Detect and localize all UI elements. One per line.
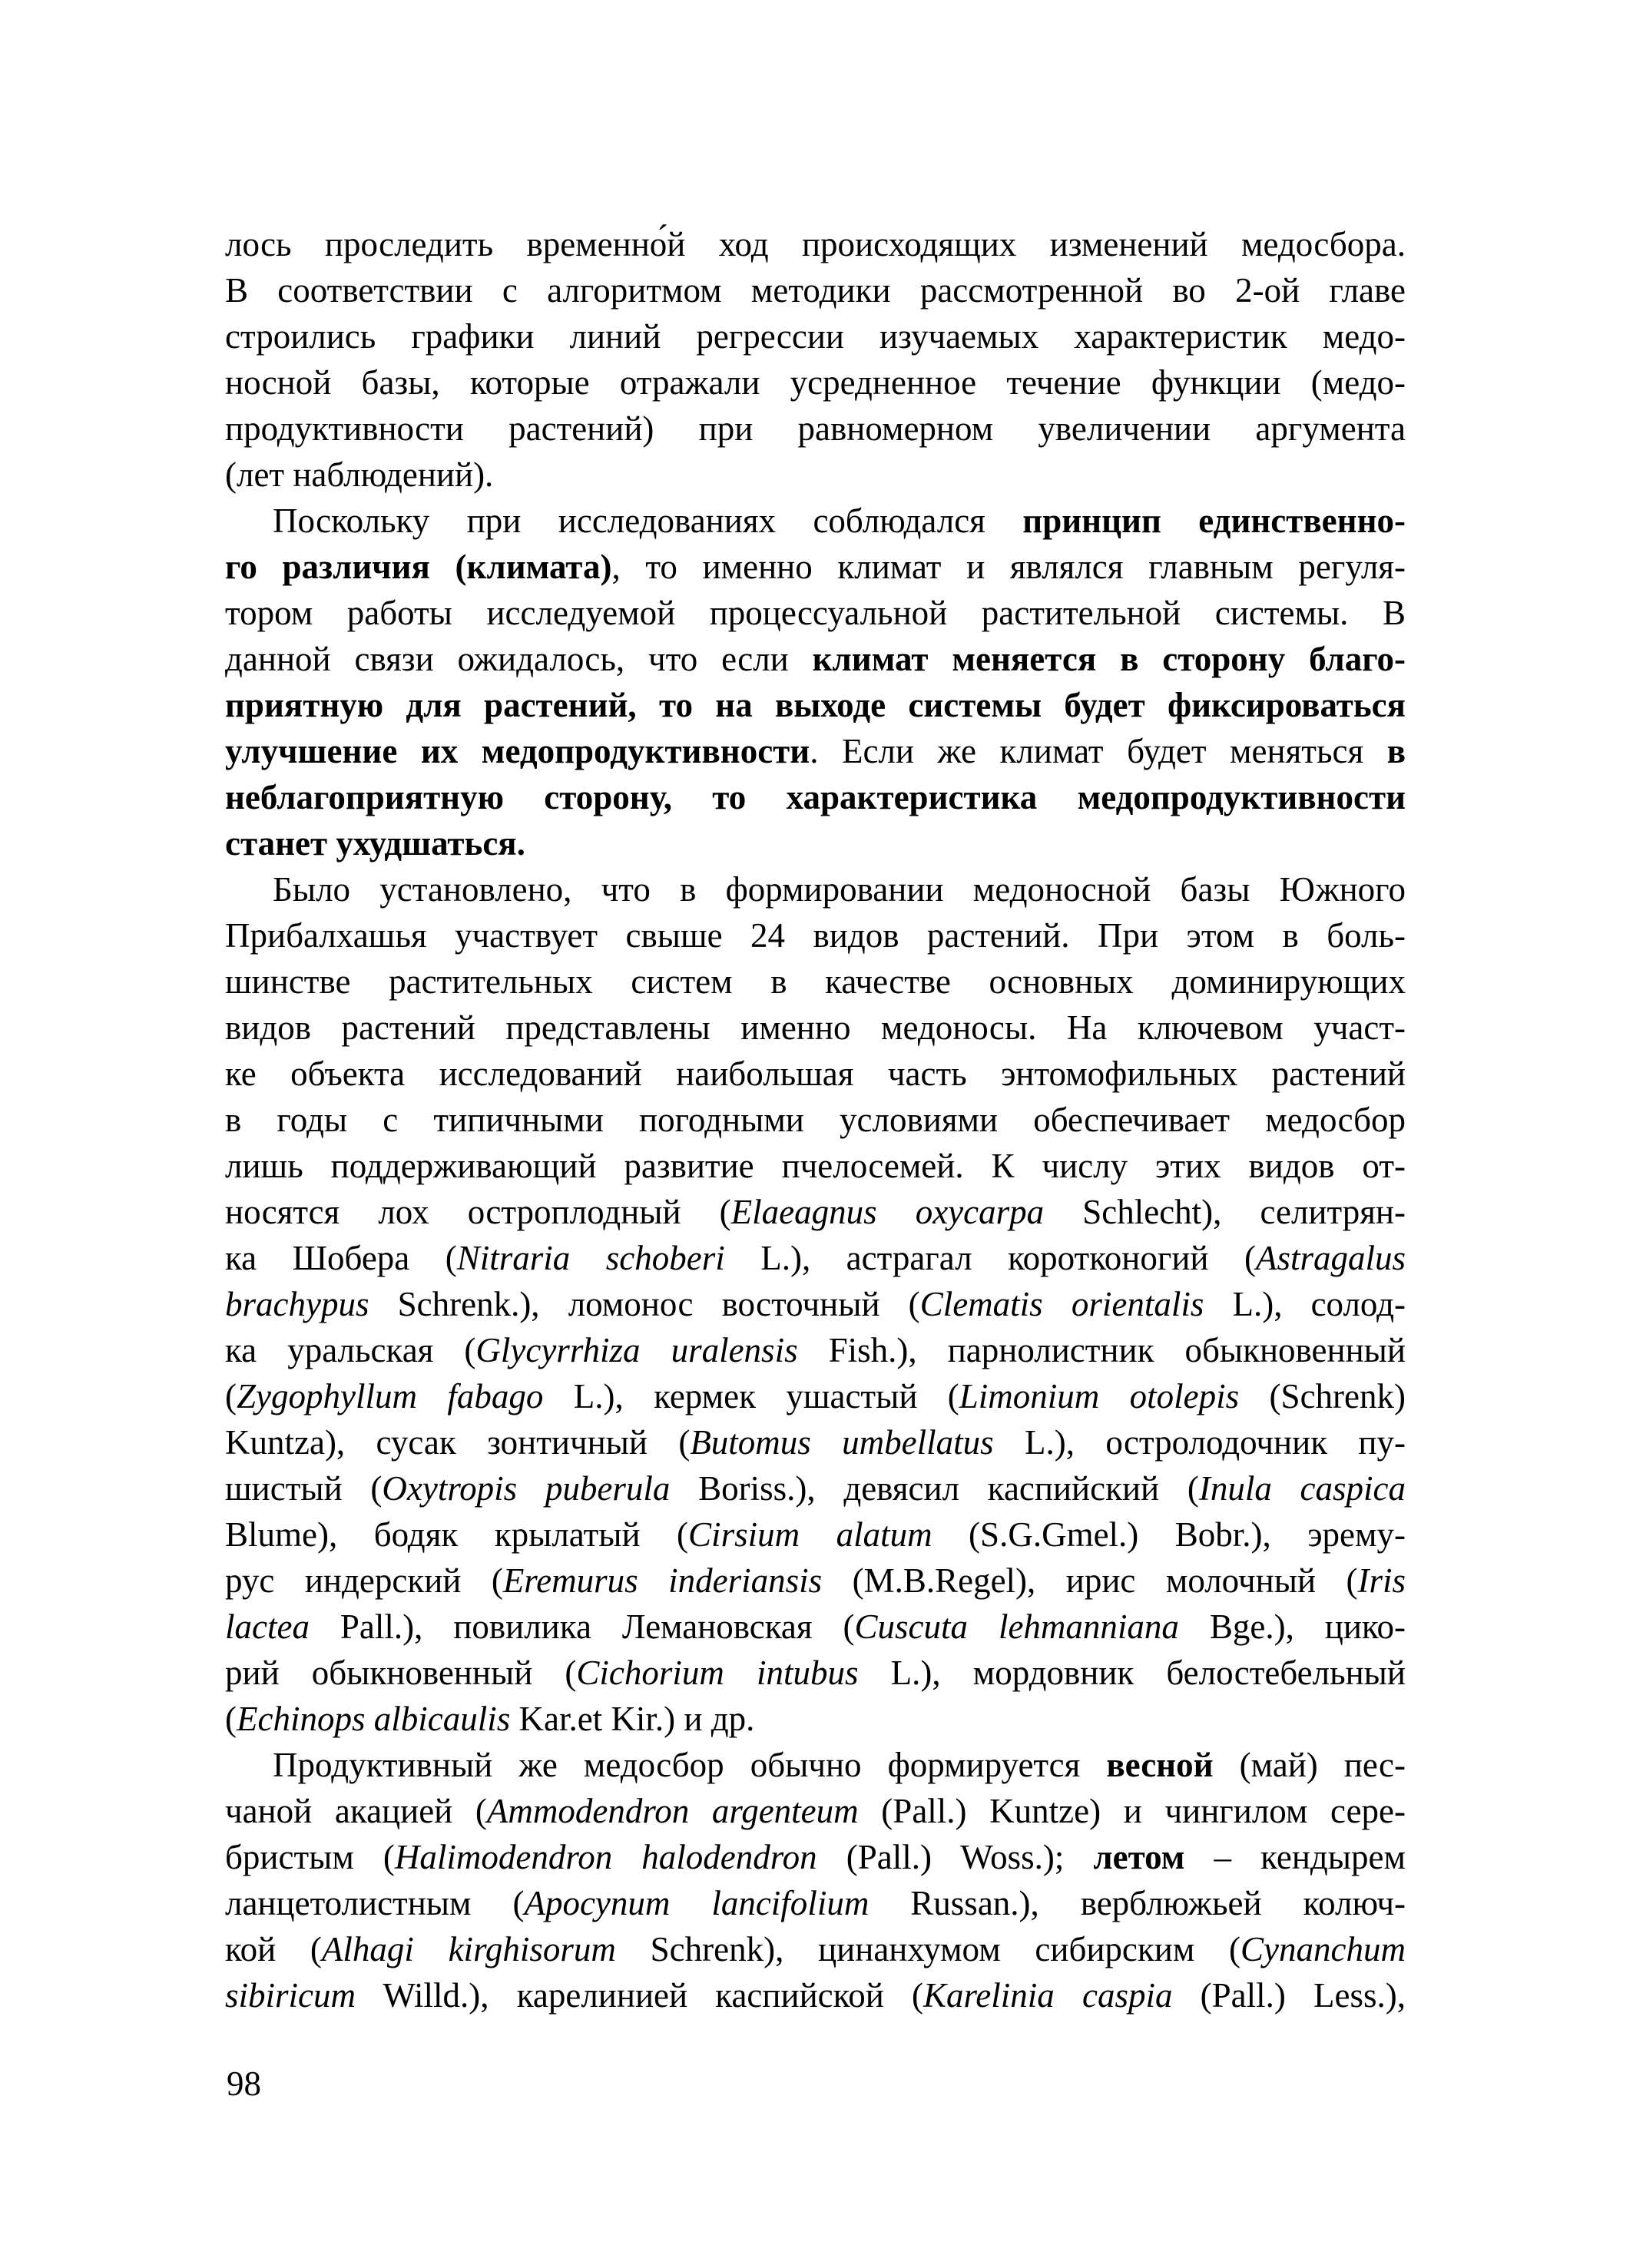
text-block xyxy=(225,221,1406,2018)
text-run: Продуктивный же медосбор обычно формируется xyxy=(273,1746,1107,1784)
text-run: Nitraria schoberi xyxy=(456,1239,725,1277)
text-line xyxy=(225,1005,1406,1051)
text-run: . Если же климат будет меняться xyxy=(810,732,1387,770)
text-run: Echinops albicaulis xyxy=(237,1700,511,1738)
text-run: (Schrenk) xyxy=(1239,1377,1406,1415)
text-run: носной базы, которые отражали усредненное течение функции (медо- xyxy=(225,363,1406,402)
text-run: Ammodendron argenteum xyxy=(486,1792,859,1830)
text-line xyxy=(225,1511,1406,1558)
text-run: Inula caspica xyxy=(1198,1469,1406,1508)
text-run: чаной акацией ( xyxy=(225,1792,487,1830)
text-run: В соответствии с алгоритмом методики рассмотренной во 2-ой главе xyxy=(225,271,1406,310)
text-run: lactea xyxy=(225,1607,310,1646)
text-run: улучшение их медопродуктивности xyxy=(225,732,810,770)
text-run: Schlecht), селитрян- xyxy=(1044,1193,1406,1231)
text-run: принцип единственно- xyxy=(1022,502,1406,540)
text-line xyxy=(225,1834,1406,1880)
text-line xyxy=(225,221,1406,267)
text-run: кой ( xyxy=(225,1930,322,1968)
text-run: приятную для растений, то на выходе системы будет фиксироваться xyxy=(225,686,1406,724)
text-line xyxy=(225,1604,1406,1650)
text-run: L.), мордовник белостебельный xyxy=(858,1654,1406,1692)
text-run: неблагоприятную сторону, то характеристика медопродуктивности xyxy=(225,778,1406,816)
text-run: видов растений представлены именно медоносы. На ключевом участ- xyxy=(225,1008,1406,1047)
text-line xyxy=(225,313,1406,359)
text-run: Willd.), карелинией каспийской ( xyxy=(356,1976,923,2015)
text-run: Elaeagnus oxycarpa xyxy=(730,1193,1045,1231)
text-line xyxy=(225,820,1406,866)
text-run: ( xyxy=(225,1377,237,1415)
text-run: Astragalus xyxy=(1255,1239,1406,1277)
text-run: , то именно климат и являлся главным регуля- xyxy=(611,548,1406,586)
text-run: Schrenk.), ломонос восточный ( xyxy=(369,1285,920,1323)
text-run: (лет наблюдений). xyxy=(225,455,494,494)
text-run: Glycyrrhiza uralensis xyxy=(475,1331,798,1369)
text-line xyxy=(225,636,1406,682)
text-line xyxy=(225,1143,1406,1189)
text-run: ( xyxy=(225,1700,237,1738)
text-run: Cynanchum xyxy=(1240,1930,1406,1968)
text-line xyxy=(225,1097,1406,1143)
text-run: Karelinia caspia xyxy=(922,1976,1173,2015)
text-run: sibiricum xyxy=(225,1976,356,2015)
text-run: Cuscuta lehmanniana xyxy=(854,1607,1179,1646)
text-run: в годы с типичными погодными условиями обеспечивает медосбор xyxy=(225,1101,1406,1139)
text-run: летом xyxy=(1093,1838,1185,1876)
text-run: продуктивности растений) при равномерном увеличении аргумента xyxy=(225,409,1406,448)
text-line xyxy=(225,1880,1406,1926)
text-run: Russan.), верблюжьей колюч- xyxy=(869,1884,1406,1922)
text-run: тором работы исследуемой процессуальной растительной системы. В xyxy=(225,594,1406,632)
text-line xyxy=(225,452,1406,498)
text-line xyxy=(225,267,1406,313)
text-line xyxy=(225,912,1406,959)
text-run: (Pall.) Woss.); xyxy=(816,1838,1094,1876)
text-run: Schrenk), цинанхумом сибирским ( xyxy=(615,1930,1241,1968)
text-run: Clematis orientalis xyxy=(919,1285,1204,1323)
text-run: Halimodendron halodendron xyxy=(394,1838,817,1876)
text-line xyxy=(225,1281,1406,1327)
text-line xyxy=(225,1788,1406,1834)
text-line xyxy=(225,1051,1406,1097)
text-run: (Pall.) Less.), xyxy=(1172,1976,1406,2015)
text-run: Было установлено, что в формировании медоносной базы Южного xyxy=(273,870,1406,909)
text-run: рус индерский ( xyxy=(225,1561,503,1600)
text-line xyxy=(225,1696,1406,1742)
text-line xyxy=(225,1327,1406,1373)
text-run: ка уральская ( xyxy=(225,1331,476,1369)
text-run: Kar.et Kir.) и др. xyxy=(510,1700,755,1738)
text-run: станет ухудшаться. xyxy=(225,824,525,863)
text-run: (Pall.) Kuntze) и чингилом сере- xyxy=(858,1792,1406,1830)
text-line xyxy=(225,866,1406,912)
text-line xyxy=(225,590,1406,636)
text-run: Cichorium intubus xyxy=(576,1654,859,1692)
text-run: L.), астрагал коротконогий ( xyxy=(724,1239,1256,1277)
text-run: Cirsium alatum xyxy=(688,1515,932,1554)
text-run: ланцетолистным ( xyxy=(225,1884,525,1922)
text-line xyxy=(225,1926,1406,1972)
text-run: ке объекта исследований наибольшая часть энтомофильных растений xyxy=(225,1055,1406,1093)
text-line xyxy=(225,1465,1406,1511)
text-run: Butomus umbellatus xyxy=(690,1423,994,1462)
text-run: Zygophyllum fabago xyxy=(237,1377,544,1415)
text-line xyxy=(225,1235,1406,1281)
text-line xyxy=(225,1650,1406,1696)
text-run: бристым ( xyxy=(225,1838,395,1876)
text-run: L.), солод- xyxy=(1204,1285,1406,1323)
text-line xyxy=(225,498,1406,544)
text-run: Iris xyxy=(1357,1561,1406,1600)
text-run: Fish.), парнолистник обыкновенный xyxy=(797,1331,1406,1369)
text-run: Boriss.), девясил каспийский ( xyxy=(670,1469,1199,1508)
text-run: ка Шобера ( xyxy=(225,1239,457,1277)
text-run: строились графики линий регрессии изучаемых характеристик медо- xyxy=(225,317,1406,356)
text-line xyxy=(225,406,1406,452)
text-run: (S.G.Gmel.) Bobr.), эрему- xyxy=(932,1515,1406,1554)
text-line xyxy=(225,1189,1406,1235)
text-line xyxy=(225,1742,1406,1788)
text-run: го различия (климата) xyxy=(225,548,612,586)
text-run: шистый ( xyxy=(225,1469,383,1508)
text-run: – кендырем xyxy=(1184,1838,1406,1876)
text-run: L.), кермек ушастый ( xyxy=(543,1377,959,1415)
text-line xyxy=(225,1558,1406,1604)
text-run: Поскольку при исследованиях соблюдался xyxy=(273,502,1023,540)
text-line xyxy=(225,682,1406,728)
text-line xyxy=(225,774,1406,820)
text-line xyxy=(225,959,1406,1005)
text-run: Bge.), цико- xyxy=(1178,1607,1406,1646)
text-run: Limonium otolepis xyxy=(959,1377,1240,1415)
text-run: данной связи ожидалось, что если xyxy=(225,640,813,678)
text-line xyxy=(225,1373,1406,1419)
text-run: носятся лох остроплодный ( xyxy=(225,1193,731,1231)
text-line xyxy=(225,728,1406,774)
text-run: Apocynum lancifolium xyxy=(524,1884,869,1922)
text-line xyxy=(225,1419,1406,1465)
text-run: Прибалхашья участвует свыше 24 видов растений. При этом в боль- xyxy=(225,916,1406,955)
text-line xyxy=(225,1972,1406,2018)
text-run: (M.B.Regel), ирис молочный ( xyxy=(822,1561,1358,1600)
text-line xyxy=(225,359,1406,406)
text-run: климат меняется в сторону благо- xyxy=(812,640,1406,678)
text-run: brachypus xyxy=(225,1285,369,1323)
text-line xyxy=(225,544,1406,590)
text-run: в xyxy=(1386,732,1406,770)
text-run: L.), остролодочник пу- xyxy=(993,1423,1406,1462)
text-run: Kuntza), сусак зонтичный ( xyxy=(225,1423,691,1462)
text-run: лось проследить временно́й ход происходящих изменений медосбора. xyxy=(225,225,1406,263)
text-run: весной xyxy=(1106,1746,1214,1784)
text-run: Eremurus inderiansis xyxy=(502,1561,823,1600)
text-run: Alhagi kirghisorum xyxy=(321,1930,616,1968)
text-run: (май) пес- xyxy=(1213,1746,1406,1784)
text-run: рий обыкновенный ( xyxy=(225,1654,577,1692)
page-number: 98 xyxy=(227,2064,261,2103)
text-run: Oxytropis puberula xyxy=(382,1469,671,1508)
text-run: шинстве растительных систем в качестве основных доминирующих xyxy=(225,962,1406,1001)
text-run: лишь поддерживающий развитие пчелосемей. К числу этих видов от- xyxy=(225,1147,1406,1185)
text-run: Pall.), повилика Лемановская ( xyxy=(309,1607,855,1646)
text-run: Blume), бодяк крылатый ( xyxy=(225,1515,689,1554)
